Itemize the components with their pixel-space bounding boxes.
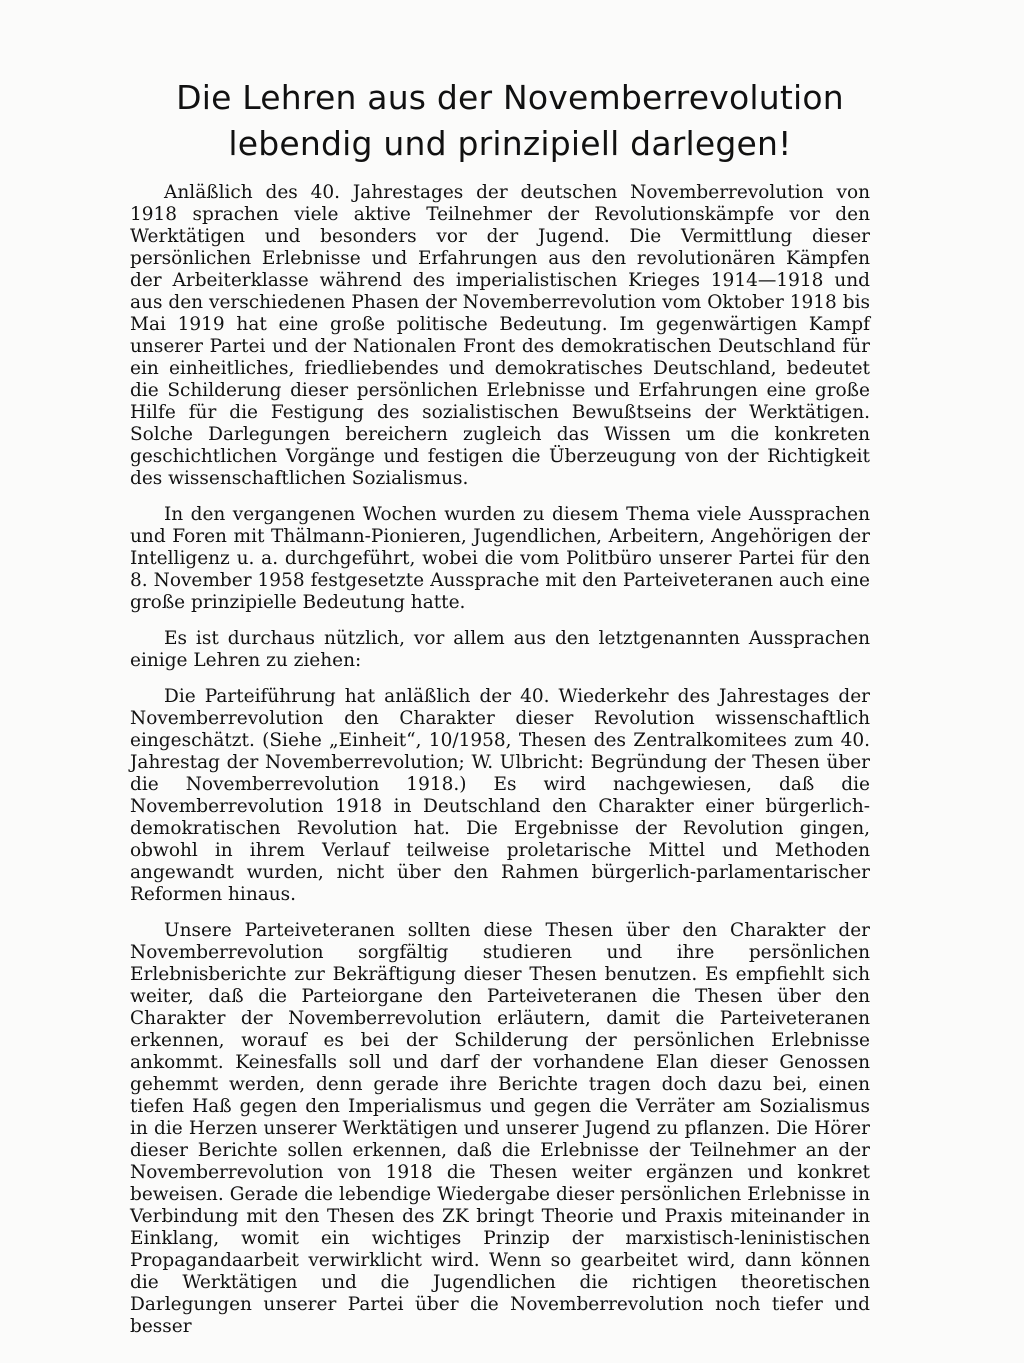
title-line-1: Die Lehren aus der Novemberrevolution [176, 78, 844, 117]
title-line-2: lebendig und prinzipiell darlegen! [228, 124, 792, 163]
paragraph-3: Es ist durchaus nützlich, vor allem aus den letztgenannten Aussprachen einige Lehren zu ziehen: [130, 628, 870, 671]
article-body [130, 182, 870, 1352]
paragraph-4: Die Parteiführung hat anläßlich der 40. Wiederkehr des Jahrestages der Novemberrevolution den Charakter dieser Revolution wissenschaftlich eingeschätzt. (Siehe „Einheit“, 10/1958, Thesen des Zentralkomitees zum 40. Jahrestag der Novemberrevolution; W. Ulbricht: Begründung der Thesen über die Novemberrevolution 1918.) Es wird nachgewiesen, daß die Novemberrevolution 1918 in Deutschland den Charakter einer bürgerlich-demokratischen Revolution hat. Die Ergebnisse der Revolution gingen, obwohl in ihrem Verlauf teilweise proletarische Mittel und Methoden angewandt wurden, nicht über den Rahmen bürgerlich-parlamentarischer Reformen hinaus. [130, 686, 870, 905]
paragraph-5: Unsere Parteiveteranen sollten diese Thesen über den Charakter der Novemberrevolution sorgfältig studieren und ihre persönlichen Erlebnisberichte zur Bekräftigung dieser Thesen benutzen. Es empfiehlt sich weiter, daß die Parteiorgane den Parteiveteranen die Thesen über den Charakter der Novemberrevolution erläutern, damit die Parteiveteranen erkennen, worauf es bei der Schilderung der persönlichen Erlebnisse ankommt. Keinesfalls soll und darf der vorhandene Elan dieser Genossen gehemmt werden, denn gerade ihre Berichte tragen doch dazu bei, einen tiefen Haß gegen den Imperialismus und gegen die Verräter am Sozialismus in die Herzen unserer Werktätigen und unserer Jugend zu pflanzen. Die Hörer dieser Berichte sollen erkennen, daß die Erlebnisse der Teilnehmer an der Novemberrevolution von 1918 die Thesen weiter ergänzen und konkret beweisen. Gerade die lebendige Wiedergabe dieser persönlichen Erlebnisse in Verbindung mit den Thesen des ZK bringt Theorie und Praxis miteinander in Einklang, womit ein wichtiges Prinzip der marxistisch-leninistischen Propagandaarbeit verwirklicht wird. Wenn so gearbeitet wird, dann können die Werktätigen und die Jugendlichen die richtigen theoretischen Darlegungen unserer Partei über die Novemberrevolution noch tiefer und besser [130, 920, 870, 1337]
paragraph-2: In den vergangenen Wochen wurden zu diesem Thema viele Aussprachen und Foren mit Thälmann-Pionieren, Jugendlichen, Arbeitern, Angehörigen der Intelligenz u. a. durchgeführt, wobei die vom Politbüro unserer Partei für den 8. November 1958 festgesetzte Aussprache mit den Parteiveteranen auch eine große prinzipielle Bedeutung hatte. [130, 504, 870, 613]
paragraph-1: Anläßlich des 40. Jahrestages der deutschen Novemberrevolution von 1918 sprachen viele aktive Teilnehmer der Revolutionskämpfe vor den Werktätigen und besonders vor der Jugend. Die Vermittlung dieser persönlichen Erlebnisse und Erfahrungen aus den revolutionären Kämpfen der Arbeiterklasse während des imperialistischen Krieges 1914—1918 und aus den verschiedenen Phasen der Novemberrevolution vom Oktober 1918 bis Mai 1919 hat eine große politische Bedeutung. Im gegenwärtigen Kampf unserer Partei und der Nationalen Front des demokratischen Deutschland für ein einheitliches, friedliebendes und demokratisches Deutschland, bedeutet die Schilderung dieser persönlichen Erlebnisse und Erfahrungen eine große Hilfe für die Festigung des sozialistischen Bewußtseins der Werktätigen. Solche Darlegungen bereichern zugleich das Wissen um die konkreten geschichtlichen Vorgänge und festigen die Überzeugung von der Richtigkeit des wissenschaftlichen Sozialismus. [130, 182, 870, 489]
